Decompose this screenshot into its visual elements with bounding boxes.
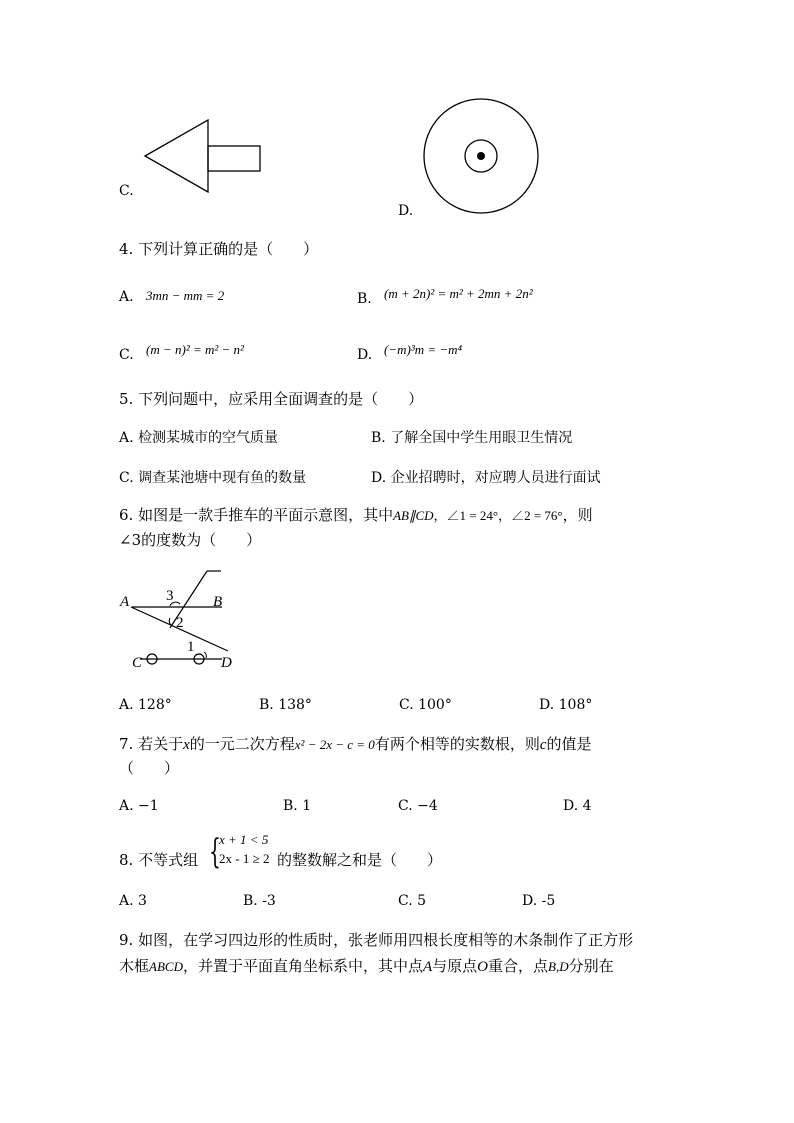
q8-inequality-2: 2x - 1 ≥ 2 bbox=[219, 851, 270, 866]
q6-option-c: C. 100° bbox=[399, 697, 452, 713]
q7-var-x: x bbox=[183, 737, 190, 753]
q4-d-label: D. bbox=[357, 347, 373, 363]
q6-stem-line2: ∠3的度数为（ ） bbox=[119, 531, 262, 549]
q9-line2-mid2: 与原点 bbox=[432, 957, 478, 975]
q8-option-c: C. 5 bbox=[398, 893, 427, 909]
q9-line1: 9. 如图，在学习四边形的性质时，张老师用四根长度相等的木条制作了正方形 bbox=[119, 931, 634, 949]
q7-stem-suffix: 有两个相等的实数根，则 bbox=[374, 735, 540, 753]
q5-stem: 5. 下列问题中，应采用全面调查的是（ ） bbox=[119, 390, 424, 408]
q6-option-a: A. 128° bbox=[119, 697, 172, 713]
angle-1-arc bbox=[204, 652, 206, 658]
q8-option-a: A. 3 bbox=[119, 893, 147, 909]
q5-option-b: B. 了解全国中学生用眼卫生情况 bbox=[371, 430, 573, 446]
label-2: 2 bbox=[176, 615, 184, 631]
q7-option-b: B. 1 bbox=[283, 798, 312, 814]
q9-line2-mid1: ，并置于平面直角坐标系中，其中点 bbox=[182, 957, 423, 975]
q4-b-expr: (m + 2n)² = m² + 2mn + 2n² bbox=[384, 286, 533, 301]
q4-a-label: A. bbox=[119, 289, 134, 305]
q9-line2 bbox=[119, 956, 614, 977]
q7-stem-end: 的值是 bbox=[546, 735, 592, 753]
label-b: B bbox=[213, 594, 223, 610]
q6-option-d: D. 108° bbox=[539, 697, 593, 713]
q6-stem-then: ，则 bbox=[562, 506, 593, 524]
label-a: A bbox=[120, 594, 130, 610]
q7-stem-mid: 的一元二次方程 bbox=[189, 735, 295, 753]
label-d: D bbox=[221, 655, 232, 671]
q6-stem-prefix: 6. 如图是一款手推车的平面示意图，其中 bbox=[119, 506, 394, 524]
q9-point-o: O bbox=[477, 959, 489, 975]
label-c: C bbox=[132, 655, 143, 671]
label-1: 1 bbox=[187, 639, 195, 655]
q4-stem: 4. 下列计算正确的是（ ） bbox=[119, 240, 319, 258]
q8-stem-prefix: 8. 不等式组 bbox=[119, 851, 199, 869]
q5-option-a: A. 检测某城市的空气质量 bbox=[119, 430, 279, 446]
label-3: 3 bbox=[166, 588, 174, 604]
q9-abcd: ABCD bbox=[149, 959, 183, 974]
q7-option-c: C. −4 bbox=[398, 798, 438, 814]
q8-option-d: D. -5 bbox=[522, 893, 556, 909]
q8-option-b: B. -3 bbox=[243, 893, 276, 909]
q4-d-expr: (−m)³m = −m⁴ bbox=[384, 342, 463, 357]
q6-stem-parallel: AB∥CD bbox=[393, 508, 434, 523]
q3-option-d-label: D. bbox=[398, 203, 414, 219]
q5-option-d: D. 企业招聘时，对应聘人员进行面试 bbox=[371, 470, 601, 486]
q7-stem-prefix: 7. 若关于 bbox=[119, 735, 184, 753]
q7-option-a: A. −1 bbox=[119, 798, 159, 814]
q7-stem-line2: （ ） bbox=[119, 759, 180, 777]
q9-line2-prefix: 木框 bbox=[119, 957, 150, 975]
q4-c-label: C. bbox=[119, 347, 134, 363]
q4-b-label: B. bbox=[357, 291, 372, 307]
q6-option-b: B. 138° bbox=[259, 697, 312, 713]
q7-option-d: D. 4 bbox=[563, 798, 592, 814]
q4-a-expr: 3mn − mm = 2 bbox=[146, 288, 225, 303]
q4-c-expr: (m − n)² = m² − n² bbox=[146, 342, 244, 357]
q8-stem-suffix: 的整数解之和是（ ） bbox=[277, 851, 443, 869]
q9-line2-mid3: 重合，点 bbox=[488, 957, 549, 975]
q9-line2-end: 分别在 bbox=[568, 957, 614, 975]
q7-equation: x² − 2x − c = 0 bbox=[294, 737, 375, 752]
q9-point-a: A bbox=[422, 959, 433, 975]
q6-stem-angles: ，∠1 = 24°，∠2 = 76° bbox=[433, 508, 563, 523]
q9-points-bd: B,D bbox=[548, 959, 569, 974]
q7-var-c: c bbox=[539, 737, 547, 753]
q8-brace: { bbox=[209, 832, 221, 872]
q5-option-c: C. 调查某池塘中现有鱼的数量 bbox=[119, 470, 307, 486]
q7-stem-line1 bbox=[119, 734, 592, 755]
q3-option-c-label: C. bbox=[119, 183, 134, 199]
q8-inequality-1: x + 1 < 5 bbox=[219, 832, 269, 847]
